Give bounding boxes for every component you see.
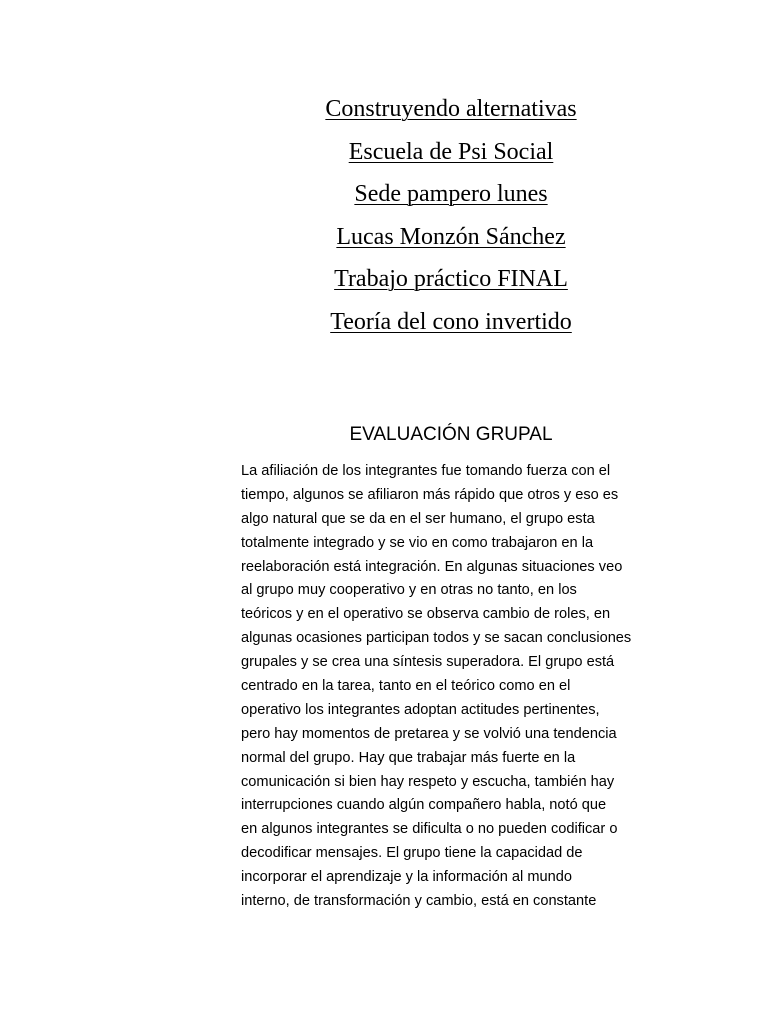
body-line: grupales y se crea una síntesis superadora. El grupo está <box>241 654 615 671</box>
title-line-assignment: Trabajo práctico FINAL <box>334 266 568 293</box>
body-line: normal del grupo. Hay que trabajar más fuerte en la <box>241 749 576 766</box>
title-line-author: Lucas Monzón Sánchez <box>336 223 566 250</box>
body-line: operativo los integrantes adoptan actitudes pertinentes, <box>241 701 600 718</box>
body-line: La afiliación de los integrantes fue tomando fuerza con el <box>241 463 611 479</box>
body-line: al grupo muy cooperativo y en otras no tanto, en los <box>241 582 577 599</box>
body-line: centrado en la tarea, tanto en el teórico como en el <box>241 678 571 695</box>
body-line: pero hay momentos de pretarea y se volvió una tendencia <box>241 725 617 742</box>
body-line: interrupciones cuando algún compañero habla, notó que <box>241 797 607 814</box>
body-line: totalmente integrado y se vio en como trabajaron en la <box>241 534 594 551</box>
body-line: teóricos y en el operativo se observa cambio de roles, en <box>241 606 611 623</box>
title-line-topic: Teoría del cono invertido <box>330 308 572 335</box>
body-line: tiempo, algunos se afiliaron más rápido que otros y eso es <box>241 486 619 503</box>
title-line-school: Escuela de Psi Social <box>348 138 554 165</box>
body-line: incorporar el aprendizaje y la información al mundo <box>241 869 572 886</box>
title-line-course: Construyendo alternativas <box>325 96 577 122</box>
body-line: algunas ocasiones participan todos y se sacan conclusiones <box>241 630 632 647</box>
body-line: algo natural que se da en el ser humano, el grupo esta <box>241 510 595 527</box>
body-line: decodificar mensajes. El grupo tiene la capacidad de <box>241 845 583 862</box>
section-heading: EVALUACIÓN GRUPAL <box>349 424 553 445</box>
title-line-campus: Sede pampero lunes <box>354 181 548 208</box>
body-paragraph <box>241 460 671 914</box>
body-line: interno, de transformación y cambio, está en constante <box>241 893 597 910</box>
body-line: reelaboración está integración. En algunas situaciones veo <box>241 558 623 575</box>
title-block <box>230 88 672 344</box>
body-line: comunicación si bien hay respeto y escucha, también hay <box>241 773 615 790</box>
body-line: en algunos integrantes se dificulta o no pueden codificar o <box>241 821 618 838</box>
